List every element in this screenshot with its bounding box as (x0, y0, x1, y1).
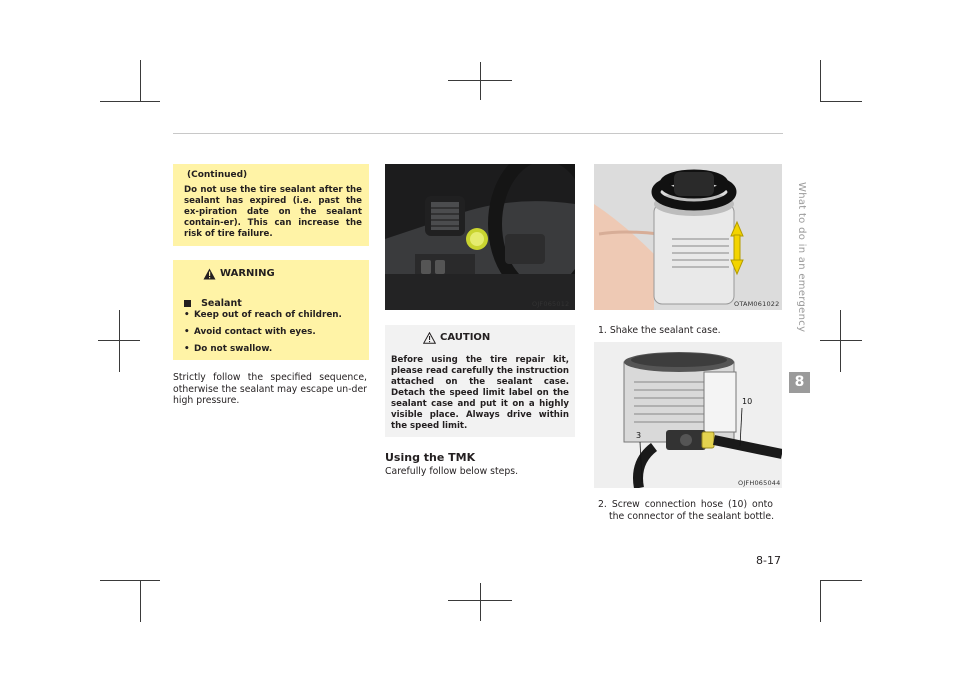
continued-text: Do not use the tire sealant after the sealant has expired (i.e. past the ex-piration date on the sealant contain-er). This can increase the risk of tire failure. (184, 185, 362, 239)
square-bullet-icon (184, 300, 191, 307)
page-number: 8-17 (756, 554, 781, 567)
section-heading: Using the TMK (385, 451, 476, 464)
caution-box (385, 325, 575, 437)
chapter-tab: 8 (789, 372, 810, 393)
warning-item: • Avoid contact with eyes. (182, 327, 362, 338)
sealant-hose-photo (594, 342, 782, 488)
figure-3-code: OJFH065044 (738, 479, 781, 487)
shake-illustration (594, 164, 782, 310)
left-body-text: Strictly follow the specified sequence, otherwise the sealant may escape un-der high pressure. (173, 372, 367, 406)
warning-triangle-icon (203, 268, 216, 280)
side-section-title: What to do in an emergency (796, 182, 807, 333)
figure-2-code: OTAM061022 (734, 300, 780, 308)
step-2-line-2: the connector of the sealant bottle. (609, 511, 775, 522)
warning-item: • Do not swallow. (182, 344, 362, 355)
figure-1-code: OJF065012 (532, 300, 570, 308)
caution-triangle-icon (423, 332, 436, 344)
dashboard-illustration (385, 164, 575, 310)
callout-3: 3 (636, 431, 642, 440)
warning-box (173, 260, 369, 360)
callout-10: 10 (742, 397, 753, 406)
hose-illustration (594, 342, 782, 488)
section-text: Carefully follow below steps. (385, 466, 519, 477)
step-1: 1. Shake the sealant case. (598, 325, 721, 336)
caution-text: Before using the tire repair kit, please read carefully the instruction attached on the sealant case. Detach the speed limit label on the sealant case and put it on a highly visible place. Always drive within the speed limit. (391, 355, 569, 431)
sealant-shake-photo (594, 164, 782, 310)
caution-title: CAUTION (440, 332, 491, 343)
warning-item: • Keep out of reach of children. (182, 310, 362, 321)
warning-subtitle: Sealant (201, 298, 242, 309)
continued-heading: (Continued) (187, 170, 248, 180)
warning-title: WARNING (220, 268, 275, 279)
continued-note-box (173, 164, 369, 246)
warning-list (182, 310, 362, 361)
dashboard-photo (385, 164, 575, 310)
step-2-line-1: 2. Screw connection hose (10) onto (598, 499, 773, 510)
